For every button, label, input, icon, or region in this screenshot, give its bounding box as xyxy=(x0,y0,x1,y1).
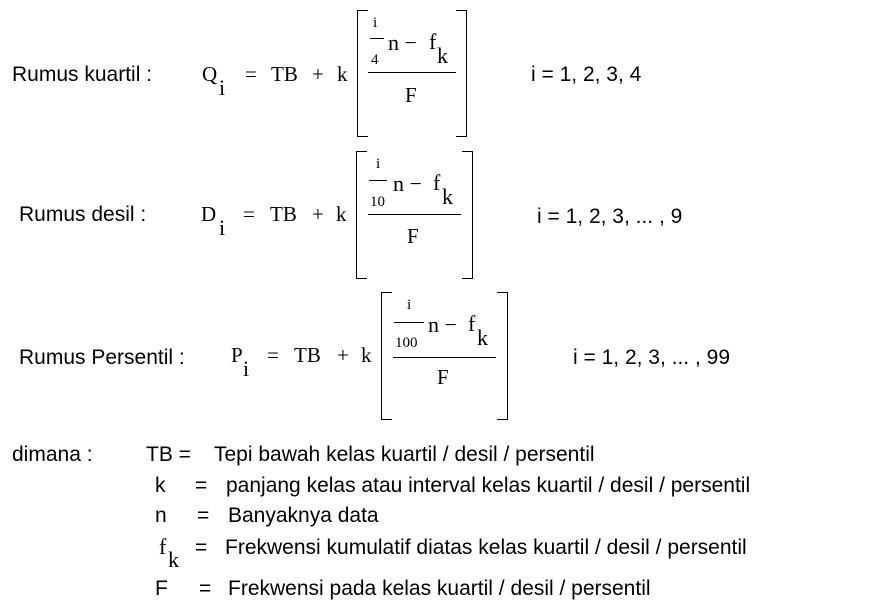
left-bracket xyxy=(357,10,368,137)
small-denominator: 100 xyxy=(395,335,418,351)
n-minus-term: n − xyxy=(388,30,417,55)
right-bracket xyxy=(456,10,467,137)
big-denominator: F xyxy=(405,83,417,107)
f-term: f xyxy=(468,311,476,336)
plus-sign: + xyxy=(312,202,324,226)
small-fraction-line xyxy=(370,38,384,39)
formula-symbol: P xyxy=(231,343,243,367)
legend-term-k: k xyxy=(155,474,166,497)
formula-subscript: i xyxy=(243,356,250,381)
plus-sign: + xyxy=(312,62,324,86)
equals-sign: = xyxy=(245,62,257,86)
legend-desc-n: Banyaknya data xyxy=(228,504,379,527)
legend-eq-n: = xyxy=(197,504,210,527)
legend-eq-f: = xyxy=(199,577,212,600)
plus-sign: + xyxy=(337,343,349,367)
f-subscript: k xyxy=(437,43,448,68)
legend-term-f: F xyxy=(155,577,168,600)
legend-term-tb: TB = xyxy=(146,443,191,466)
main-fraction-line xyxy=(368,72,456,73)
legend-intro: dimana : xyxy=(12,443,93,466)
formula-label: Rumus kuartil : xyxy=(12,63,153,86)
big-denominator: F xyxy=(437,365,449,389)
small-fraction-line xyxy=(369,180,387,181)
legend-desc-fk: Frekwensi kumulatif diatas kelas kuartil / desil / persentil xyxy=(225,536,747,559)
f-term: f xyxy=(433,170,441,195)
f-term: f xyxy=(429,29,437,54)
right-bracket xyxy=(462,151,473,279)
small-denominator: 10 xyxy=(370,194,385,210)
small-denominator: 4 xyxy=(371,52,379,68)
formula-symbol: D xyxy=(201,202,217,226)
k-term: k xyxy=(337,62,348,86)
tb-term: TB xyxy=(271,62,298,86)
legend-desc-tb: Tepi bawah kelas kuartil / desil / persentil xyxy=(214,443,595,466)
legend-eq-fk: = xyxy=(195,536,208,559)
index-range: i = 1, 2, 3, ... , 9 xyxy=(537,205,683,228)
formula-label: Rumus desil : xyxy=(19,203,147,226)
formula-subscript: i xyxy=(219,75,226,100)
big-denominator: F xyxy=(407,224,419,248)
small-numerator: i xyxy=(376,156,381,172)
index-range: i = 1, 2, 3, 4 xyxy=(531,63,642,86)
tb-term: TB xyxy=(270,202,297,226)
index-range: i = 1, 2, 3, ... , 99 xyxy=(573,346,731,369)
legend-term-n: n xyxy=(155,504,167,527)
legend-eq-k: = xyxy=(195,474,208,497)
f-subscript: k xyxy=(442,184,453,209)
n-minus-term: n − xyxy=(393,171,422,196)
left-bracket xyxy=(356,151,367,279)
main-fraction-line xyxy=(393,357,496,358)
legend-term-fk-sub: k xyxy=(168,547,179,572)
formula-label: Rumus Persentil : xyxy=(19,346,185,369)
legend-desc-k: panjang kelas atau interval kelas kuartil / desil / persentil xyxy=(226,474,751,497)
formula-subscript: i xyxy=(219,215,226,240)
tb-term: TB xyxy=(294,343,321,367)
k-term: k xyxy=(336,202,347,226)
n-minus-term: n − xyxy=(428,312,457,337)
formula-symbol: Q xyxy=(202,62,218,86)
equals-sign: = xyxy=(267,343,279,367)
small-numerator: i xyxy=(407,297,412,313)
right-bracket xyxy=(497,292,508,420)
legend-term-fk: f xyxy=(159,534,167,559)
left-bracket xyxy=(381,292,392,420)
f-subscript: k xyxy=(477,325,488,350)
small-numerator: i xyxy=(373,15,378,31)
legend-desc-f: Frekwensi pada kelas kuartil / desil / persentil xyxy=(228,577,651,600)
main-fraction-line xyxy=(368,214,461,215)
equals-sign: = xyxy=(243,202,255,226)
small-fraction-line xyxy=(394,322,424,323)
k-term: k xyxy=(361,343,372,367)
